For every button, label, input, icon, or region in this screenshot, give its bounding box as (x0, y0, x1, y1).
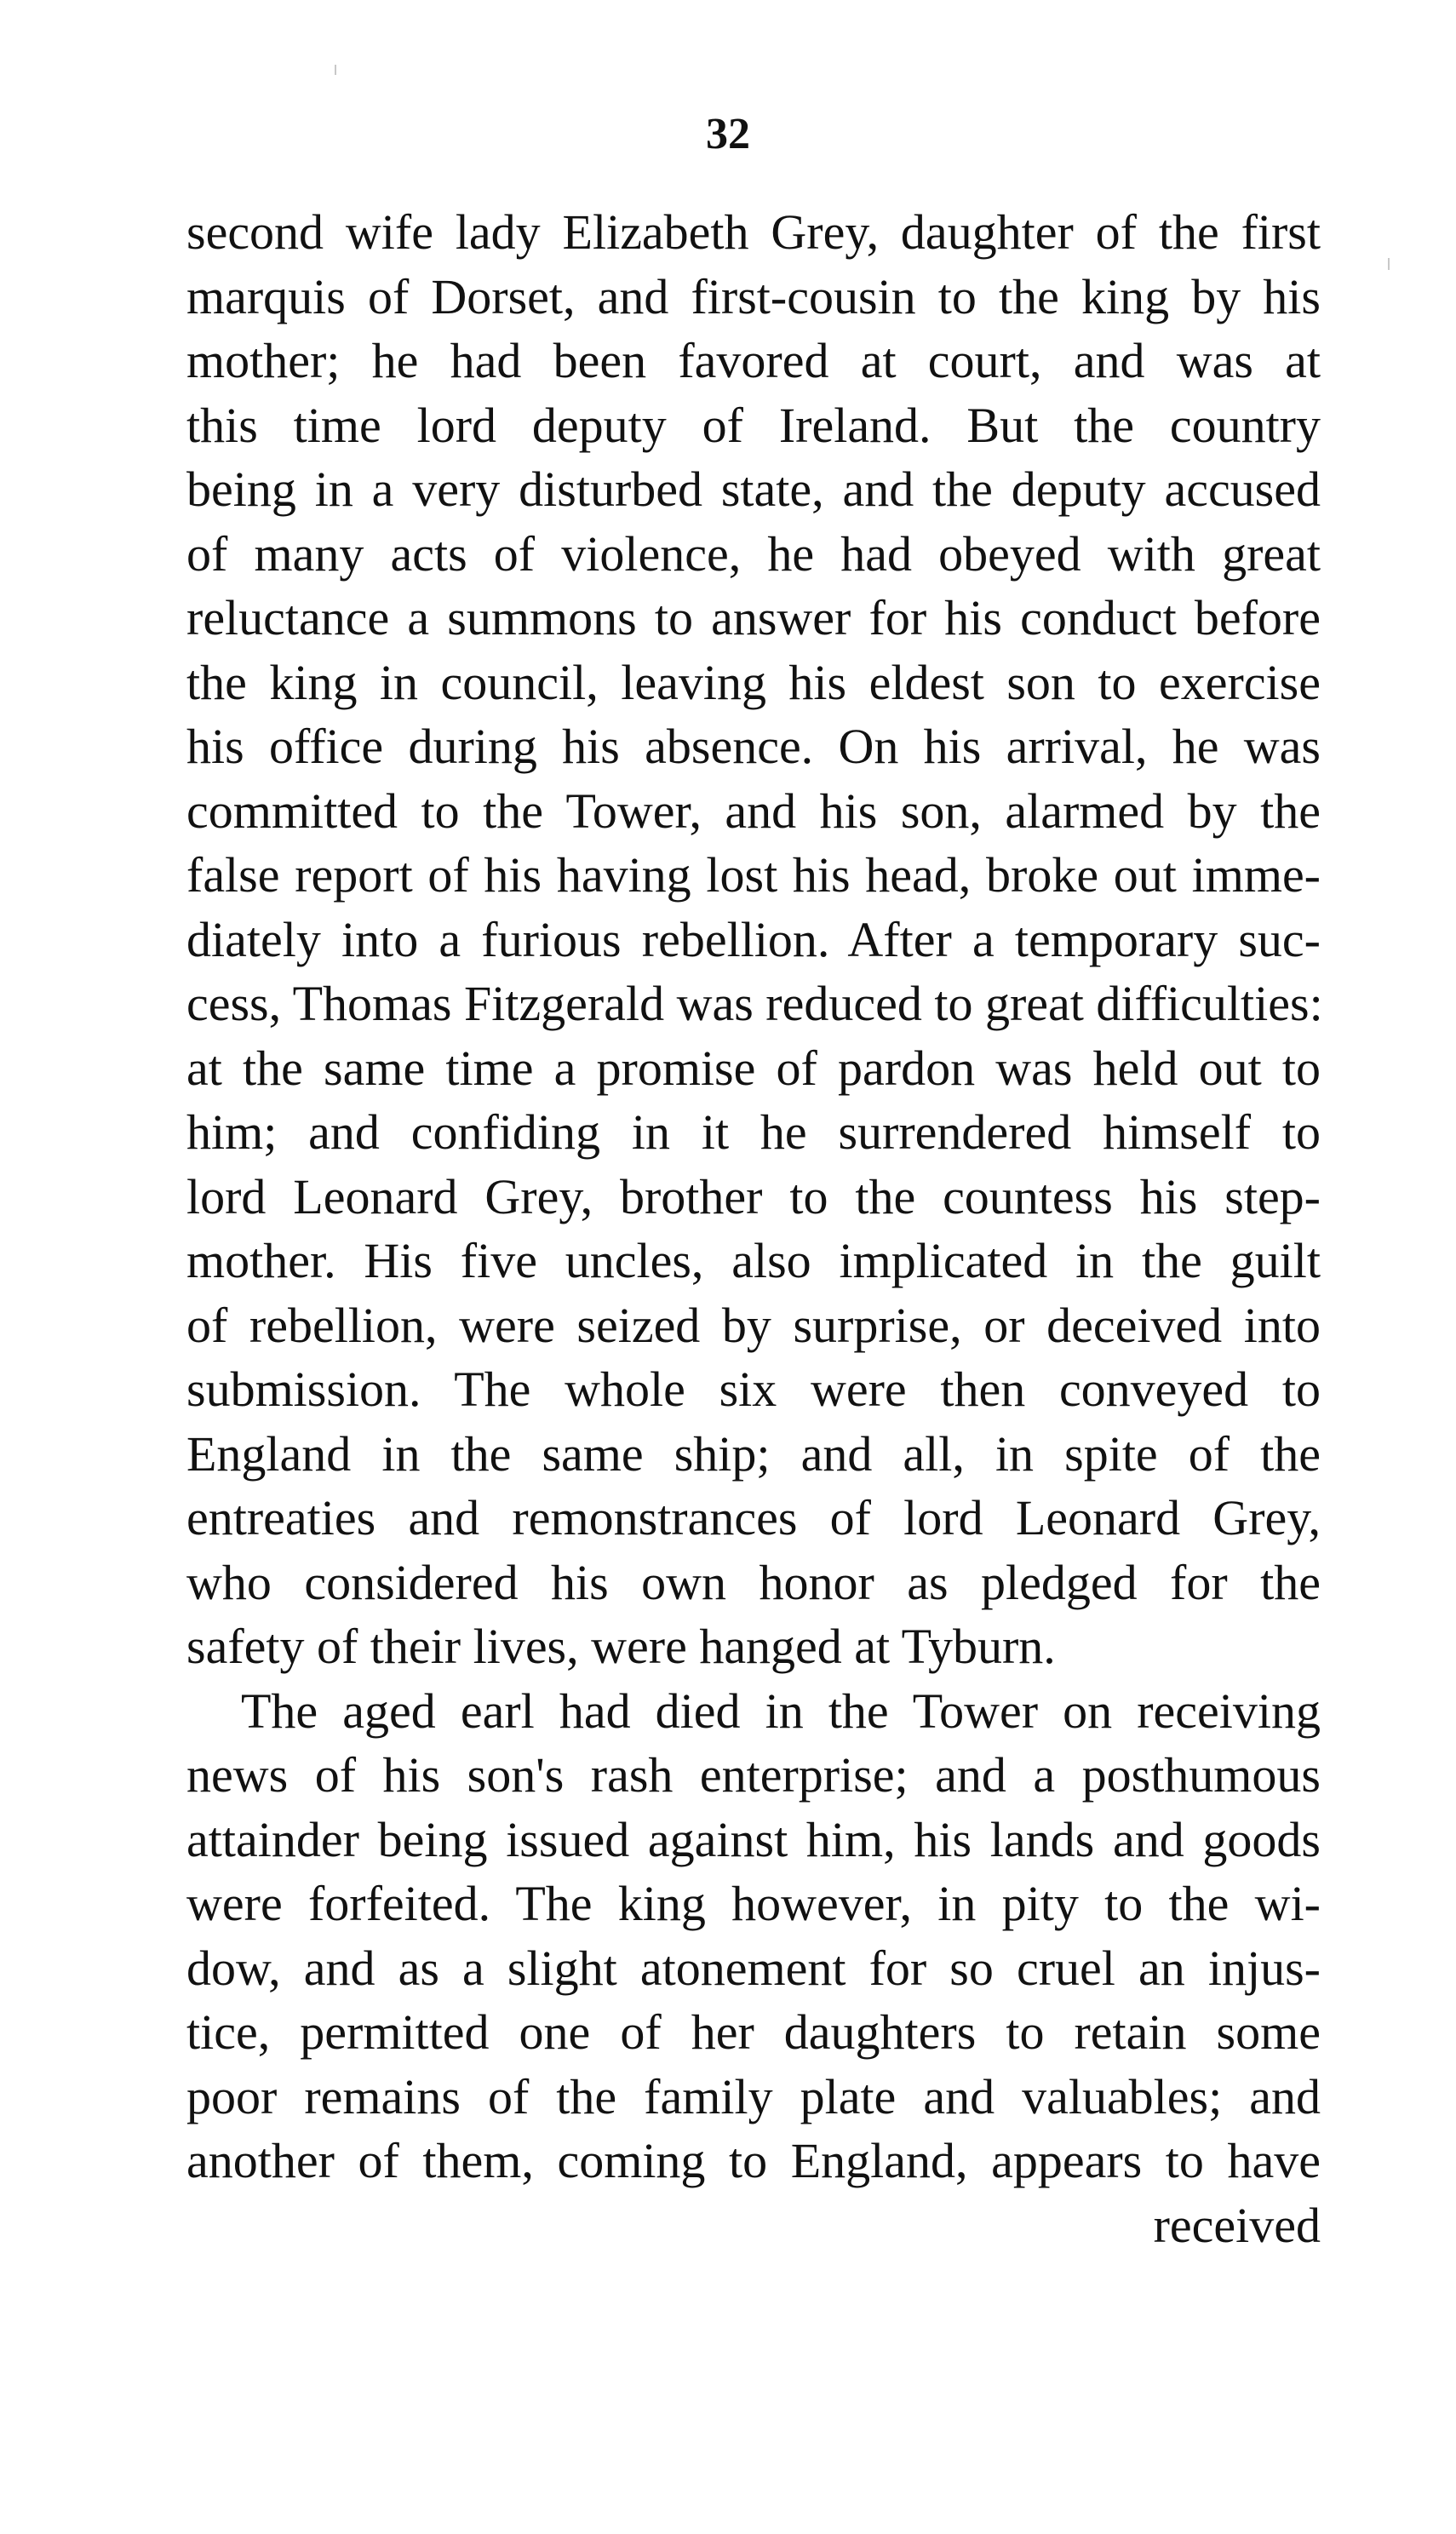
text-line: tice, permitted one of her daughters to retain some (186, 2004, 1321, 2060)
catchword: received (1153, 2197, 1321, 2253)
text-line: marquis of Dorset, and first-cousin to the king by his (186, 268, 1321, 324)
text-line: safety of their lives, were hanged at Tyburn. (186, 1619, 1056, 1674)
text-line: this time lord deputy of Ireland. But the country (186, 397, 1321, 453)
text-line: reluctance a summons to answer for his conduct before (186, 590, 1321, 645)
text-line: dow, and as a slight atonement for so cruel an injus- (186, 1940, 1321, 1996)
page-number: 32 (706, 110, 750, 158)
text-line: mother. His five uncles, also implicated in the guilt (186, 1233, 1321, 1288)
text-line: England in the same ship; and all, in spite of the (186, 1425, 1321, 1482)
speck-mark (1388, 258, 1390, 270)
text-line: being in a very disturbed state, and the deputy accused (186, 462, 1321, 517)
paragraph-start-line: The aged earl had died in the Tower on receiving (241, 1683, 1321, 1739)
text-line: another of them, coming to England, appears to have (186, 2133, 1321, 2188)
text-line: entreaties and remonstrances of lord Leonard Grey, (186, 1490, 1321, 1545)
text-line: poor remains of the family plate and valuables; and (186, 2068, 1321, 2124)
text-line: him; and confiding in it he surrendered himself to (186, 1104, 1321, 1160)
text-line: of rebellion, were seized by surprise, or deceived into (186, 1297, 1321, 1353)
text-line: at the same time a promise of pardon was held out to (186, 1040, 1321, 1096)
text-line: his office during his absence. On his arrival, he was (186, 719, 1321, 774)
text-line: lord Leonard Grey, brother to the countess his step- (186, 1168, 1321, 1224)
speck-mark (335, 65, 336, 75)
text-line: were forfeited. The king however, in pity to the wi- (186, 1876, 1321, 1931)
text-line: diately into a furious rebellion. After a temporary suc- (186, 911, 1321, 967)
text-line: false report of his having lost his head, broke out imme- (186, 847, 1321, 903)
text-line: mother; he had been favored at court, and was at (186, 333, 1321, 388)
body-text (186, 200, 1321, 2257)
text-line: the king in council, leaving his eldest son to exercise (186, 654, 1321, 710)
text-line: who considered his own honor as pledged for the (186, 1554, 1321, 1610)
text-line: submission. The whole six were then conveyed to (186, 1362, 1321, 1417)
text-line: second wife lady Elizabeth Grey, daughter of the first (186, 204, 1321, 260)
text-line: committed to the Tower, and his son, alarmed by the (186, 783, 1321, 839)
text-line: cess, Thomas Fitzgerald was reduced to great difficulties: (186, 976, 1323, 1031)
text-line: attainder being issued against him, his lands and goods (186, 1811, 1321, 1867)
text-line: news of his son's rash enterprise; and a posthumous (186, 1747, 1321, 1803)
text-line: of many acts of violence, he had obeyed with great (186, 525, 1321, 582)
